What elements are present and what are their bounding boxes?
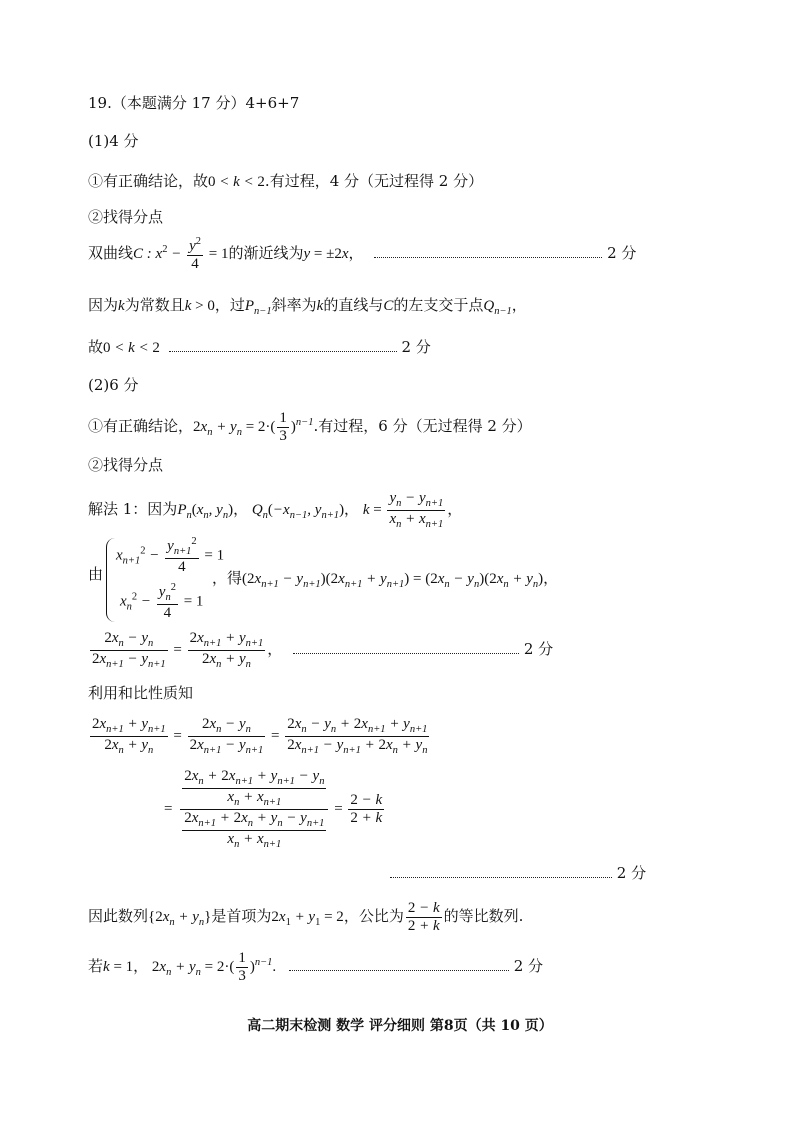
line-a-prefix: 双曲线 <box>88 244 134 263</box>
property-line: 利用和比性质知 <box>88 684 194 702</box>
if-line <box>88 950 543 986</box>
part1-line-a: 双曲线C : $x^2$ − $\frac{y^2}{4}$ = 1的渐近线为y = ±2x， 2 分 <box>88 236 637 273</box>
part1-item1 <box>88 172 483 191</box>
formula-ratio-q: $\frac{2 - k}{2 + k}$ <box>407 900 440 935</box>
if-prefix: 若 <box>88 957 104 976</box>
line-b-text-4: 斜率为 <box>271 296 317 314</box>
var-q-n-1: $Q_{n-1}$ <box>483 298 512 317</box>
formula-points: $P_n(x_n$, $y_n$)， $Q_n(-x_{n-1}$, $y_{n+1}$)， k = $\frac{y_n - y_{n+1}}{x_n + x_{n+1}}$ ， <box>177 490 463 531</box>
formula-k-range: 0 < k < 2 <box>208 174 265 190</box>
system-result <box>212 569 558 592</box>
formula-compound-fraction: = $\frac{\frac{2x_n + 2x_{n+1} + y_{n+1} - y_n}{x_n + x_{n+1}}}{\frac{2x_{n+1} + 2x_n + y_n - y_{n+1}}{x_n + x_{n+1}}}$ = $\frac{2 - k}{2 + k}$ <box>164 768 383 851</box>
sequence-line <box>88 900 523 936</box>
part1-item2: ②找得分点 <box>88 208 164 226</box>
formula-asymptote: y = ±2x <box>303 246 349 263</box>
line-b-text-6: 的左支交于点 <box>393 296 484 314</box>
part1-heading: (1)4 分 <box>88 132 139 150</box>
page-footer: 高二期末检测 数学 评分细则 第8页（共 10 页） <box>247 1018 553 1034</box>
var-c: C <box>383 298 394 314</box>
seq-suffix: 的等比数列. <box>443 907 524 926</box>
score-line-b <box>390 864 646 882</box>
formula-first-term: $2x_1 + y_1 = 2$ <box>271 909 344 929</box>
score-leader <box>374 247 602 259</box>
part2-item1-suffix: .有过程，6 分（无过程得 2 分） <box>313 417 532 436</box>
formula-k-positive: k > 0 <box>184 298 215 314</box>
formula-hyperbola: C : $x^2$ − $\frac{y^2}{4}$ = 1 <box>133 236 229 273</box>
formula-ratio: $\frac{2x_n - y_n}{2x_{n+1} - y_{n+1}}$ = $\frac{2x_{n+1} + y_{n+1}}{2x_n + y_n}$ ， <box>92 630 283 671</box>
score-label: 2 分 <box>523 640 554 658</box>
formula-factored: $(2x_{n+1} - y_{n+1})(2x_{n+1} + y_{n+1}) = (2x_n - y_n)(2x_n + y_n)$， <box>242 571 559 590</box>
system-you: 由 <box>88 565 104 583</box>
part2-item1-prefix: ①有正确结论， <box>88 417 194 436</box>
line-b-text-3: ，过 <box>214 296 245 314</box>
score-label: 2 分 <box>607 244 637 263</box>
system-brace <box>106 538 115 622</box>
part2-heading: (2)6 分 <box>88 376 139 394</box>
score-leader <box>293 643 519 655</box>
formula-sum-ratio: $\frac{2x_{n+1} + y_{n+1}}{2x_n + y_n}$ = $\frac{2x_n - y_n}{2x_{n+1} - y_{n+1}}$ = $\frac{2x_n - y_n + 2x_{n+1} + y_{n+1}}{2x_{n+1} - y_{n+1} + 2x_n + y_n}$ <box>92 716 428 757</box>
score-leader <box>169 341 397 353</box>
seq-mid2: ，公比为 <box>343 907 404 926</box>
system-eq-2: $x_n^2$ − $\frac{y_n^2}{4}$ = 1 <box>120 582 204 622</box>
seq-prefix: 因此数列 <box>88 907 149 926</box>
var-k: k <box>316 298 324 314</box>
var-p-n-1: $P_{n-1}$ <box>244 298 272 317</box>
part1-item1-prefix: ①有正确结论，故 <box>88 172 209 190</box>
var-k: k <box>118 298 125 314</box>
formula-seq: $\{2x_n + y_n\}$ <box>148 909 212 929</box>
line-b-text-5: 的直线与 <box>323 296 384 314</box>
line-c-prefix: 故 <box>88 338 104 356</box>
system-eq-1: $x_{n+1}^2$ − $\frac{y_{n+1}^2}{4}$ = 1 <box>116 536 225 576</box>
formula-k-eq-1: k = 1， $2x_n + y_n = 2\cdot$( $\frac{1}{3}$ )$^{n-1}$. <box>103 950 277 985</box>
score-label: 2 分 <box>401 338 431 356</box>
part2-item2: ②找得分点 <box>88 456 164 474</box>
part1-line-c <box>88 338 431 357</box>
method1-line <box>88 490 462 531</box>
score-label: 2 分 <box>616 864 647 882</box>
part1-item1-suffix: .有过程，4 分（无过程得 2 分） <box>264 172 484 190</box>
score-label: 2 分 <box>513 957 544 976</box>
problem-title: 19.（本题满分 17 分）4+6+7 <box>88 94 300 112</box>
line-b-text-2: 为常数且 <box>124 296 185 314</box>
formula-k-range: 0 < k < 2 <box>103 340 160 356</box>
system-de: ，得 <box>212 569 243 587</box>
line-a-mid: 的渐近线为 <box>228 244 304 263</box>
seq-mid1: 是首项为 <box>211 907 272 926</box>
ratio-line <box>88 630 553 671</box>
method1-prefix: 解法 1：因为 <box>88 500 178 518</box>
formula-general-term: $2x_n + y_n = 2\cdot$( $\frac{1}{3}$ )$^{n-1}$ <box>193 410 314 445</box>
score-leader <box>289 960 509 972</box>
line-b-text-1: 因为 <box>88 296 119 314</box>
score-leader <box>390 867 612 879</box>
part1-line-b: 因为k为常数且k > 0，过$P_{n-1}$斜率为k的直线与C的左支交于点$Q_{n-1}$， <box>88 296 527 317</box>
part2-item1 <box>88 410 532 446</box>
